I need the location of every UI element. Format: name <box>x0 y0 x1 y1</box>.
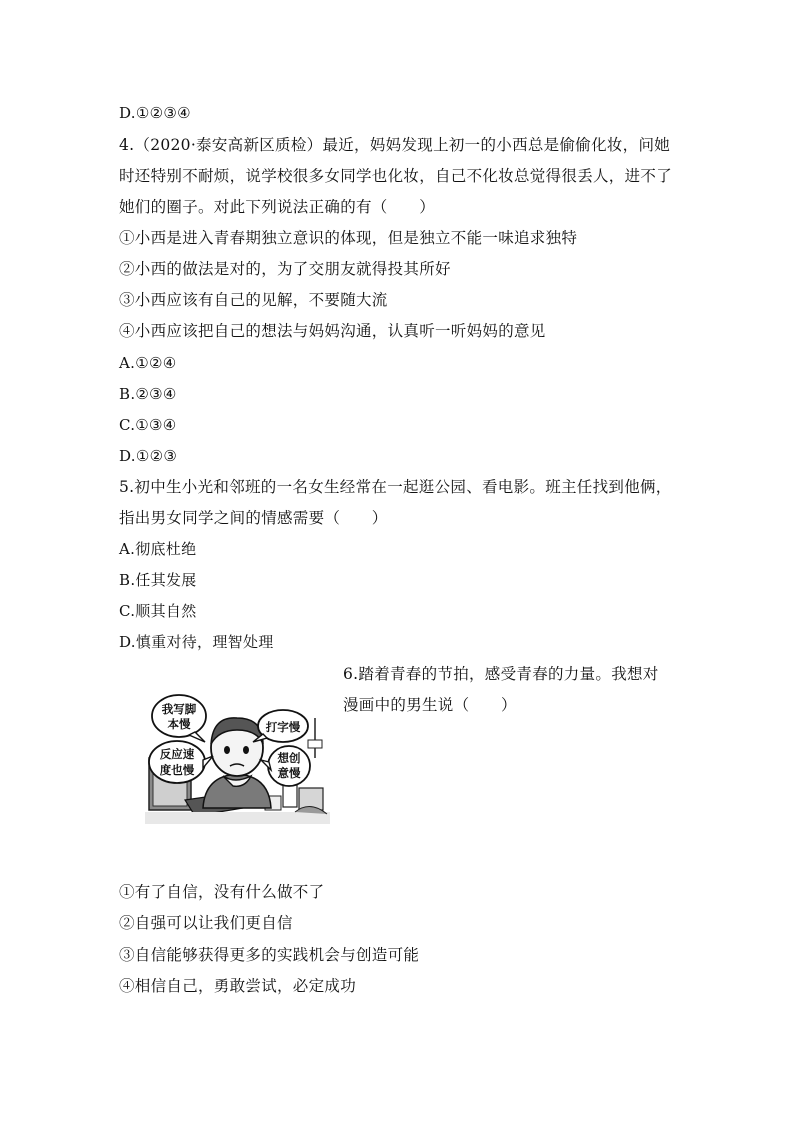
q4-stem-line-2: 时还特别不耐烦，说学校很多女同学也化妆，自己不化妆总觉得很丢人，进不了 <box>119 167 673 185</box>
q5-option-c: C.顺其自然 <box>119 602 197 620</box>
bubble-text-4b: 意慢 <box>277 766 301 780</box>
q6-statement-1: ①有了自信，没有什么做不了 <box>119 883 325 901</box>
q4-option-a: A.①②④ <box>119 354 177 372</box>
q4-option-c: C.①③④ <box>119 416 177 434</box>
q4-stem-line-1: 4.（2020·泰安高新区质检）最近，妈妈发现上初一的小西总是偷偷化妆，问她 <box>119 136 671 154</box>
q4-statement-4: ④小西应该把自己的想法与妈妈沟通，认真听一听妈妈的意见 <box>119 322 546 340</box>
bubble-text-3a: 反应速 <box>159 747 195 761</box>
cartoon-image <box>145 688 330 824</box>
q4-statement-2: ②小西的做法是对的，为了交朋友就得投其所好 <box>119 260 451 278</box>
bubble-text-1a: 我写脚 <box>161 702 197 716</box>
q5-stem-line-1: 5.初中生小光和邻班的一名女生经常在一起逛公园、看电影。班主任找到他俩， <box>119 478 672 496</box>
q5-stem-line-2: 指出男女同学之间的情感需要（ ） <box>119 509 388 527</box>
q6-stem-line-1: 6.踏着青春的节拍，感受青春的力量。我想对 <box>343 665 659 683</box>
q6-statement-4: ④相信自己，勇敢尝试，必定成功 <box>119 977 357 995</box>
q4-option-d: D.①②③ <box>119 447 178 465</box>
q4-stem-line-3: 她们的圈子。对此下列说法正确的有（ ） <box>119 198 436 216</box>
q6-stem-line-2: 漫画中的男生说（ ） <box>343 696 517 714</box>
bubble-text-2: 打字慢 <box>265 720 301 734</box>
q6-statement-2: ②自强可以让我们更自信 <box>119 914 293 932</box>
q5-option-d: D.慎重对待，理智处理 <box>119 633 274 651</box>
q6-statement-3: ③自信能够获得更多的实践机会与创造可能 <box>119 946 420 964</box>
q4-statement-1: ①小西是进入青春期独立意识的体现，但是独立不能一味追求独特 <box>119 229 578 247</box>
bubble-text-4a: 想创 <box>277 751 301 765</box>
q5-option-b: B.任其发展 <box>119 571 197 589</box>
q5-option-a: A.彻底杜绝 <box>119 540 197 558</box>
q3-option-d: D.①②③④ <box>119 104 191 122</box>
q4-statement-3: ③小西应该有自己的见解，不要随大流 <box>119 291 388 309</box>
bubble-text-3b: 度也慢 <box>159 763 195 777</box>
q4-option-b: B.②③④ <box>119 385 177 403</box>
bubble-text-1b: 本慢 <box>167 717 191 731</box>
